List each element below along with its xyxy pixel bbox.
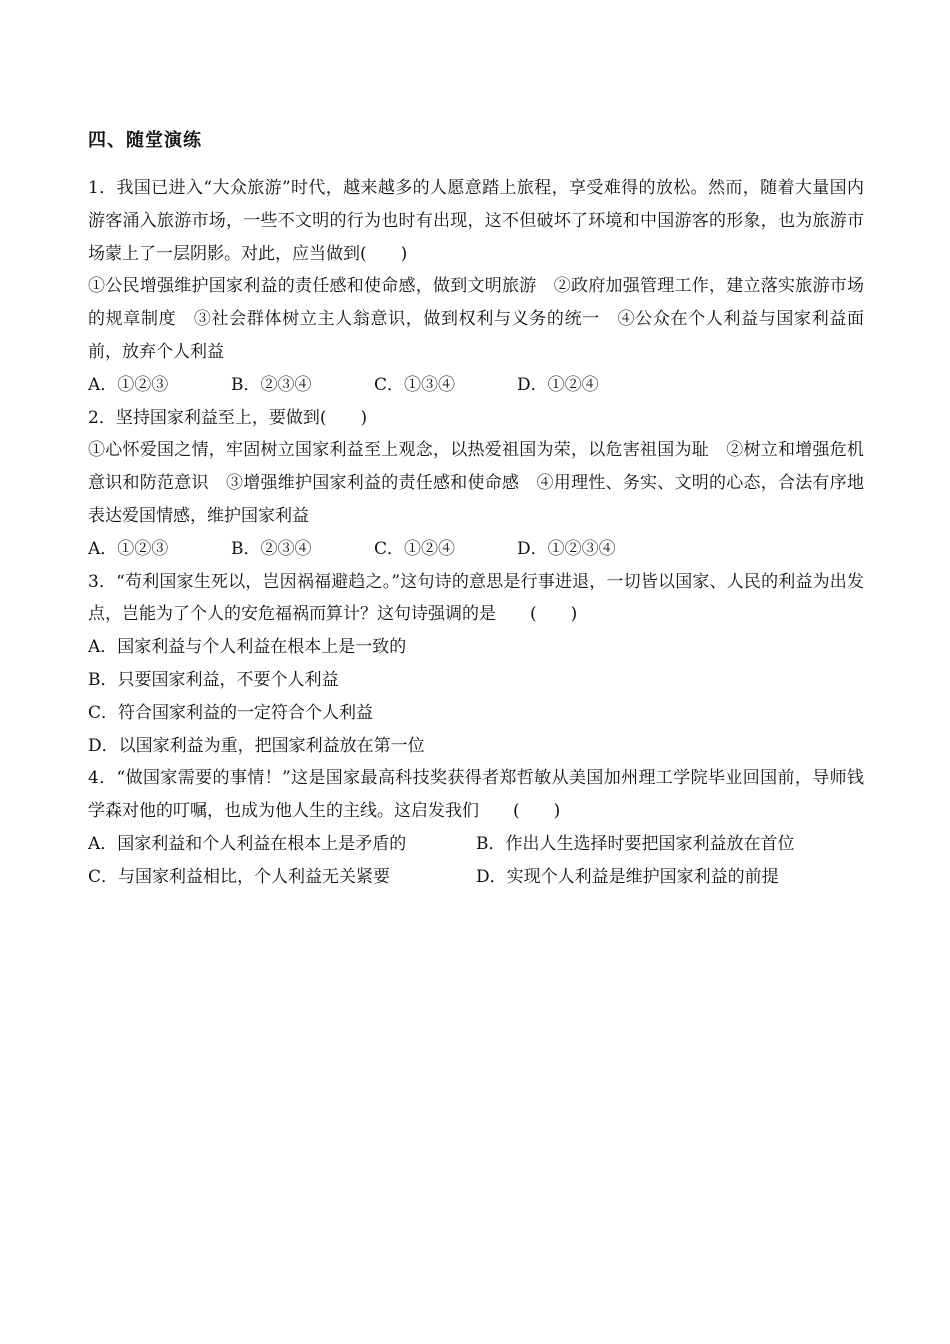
question-stem: 4．“做国家需要的事情！”这是国家最高科技奖获得者郑哲敏从美国加州理工学院毕业回国前，导师钱学森对他的叮嘱，也成为他人生的主线。这启发我们 ( ) [88, 768, 864, 822]
section-title: 四、随堂演练 [88, 130, 202, 151]
option-b: B．②③④ [231, 538, 312, 559]
option-d: D．①②④ [517, 374, 599, 395]
option-c: C．与国家利益相比，个人利益无关紧要 [88, 866, 391, 887]
option-row [88, 533, 864, 566]
question-items: ①公民增强维护国家利益的责任感和使命感，做到文明旅游 ②政府加强管理工作，建立落实旅游市场的规章制度 ③社会群体树立主人翁意识，做到权利与义务的统一 ④公众在个人利益与国家利益面前，放弃个人利益 [88, 276, 864, 362]
option-c: C．①③④ [374, 374, 456, 395]
option-a: A．国家利益和个人利益在根本上是矛盾的 [88, 833, 407, 854]
question-list [88, 172, 864, 894]
option-b: B．②③④ [231, 374, 312, 395]
option-b: B．只要国家利益，不要个人利益 [88, 669, 339, 690]
question-stem: 3．“苟利国家生死以，岂因祸福避趋之。”这句诗的意思是行事进退，一切皆以国家、人民的利益为出发点，岂能为了个人的安危福祸而算计？这句诗强调的是 ( ) [88, 571, 864, 625]
question-stem: 1．我国已进入“大众旅游”时代，越来越多的人愿意踏上旅程，享受难得的放松。然而，随着大量国内游客涌入旅游市场，一些不文明的行为也时有出现，这不但破坏了环境和中国游客的形象，也为旅游市场蒙上了一层阴影。对此，应当做到( ) [88, 178, 864, 264]
option-d: D．实现个人利益是维护国家利益的前提 [476, 866, 779, 887]
option-a: A．①②③ [88, 374, 169, 395]
option-row [88, 861, 864, 894]
question-4 [88, 762, 864, 893]
question-2 [88, 402, 864, 566]
option-a: A．①②③ [88, 538, 169, 559]
option-a: A．国家利益与个人利益在根本上是一致的 [88, 637, 407, 658]
option-c: C．符合国家利益的一定符合个人利益 [88, 702, 374, 723]
option-c: C．①②④ [374, 538, 456, 559]
option-row [88, 369, 864, 402]
question-3 [88, 566, 864, 763]
option-d: D．以国家利益为重，把国家利益放在第一位 [88, 735, 425, 756]
question-1 [88, 172, 864, 402]
question-items: ①心怀爱国之情，牢固树立国家利益至上观念，以热爱祖国为荣，以危害祖国为耻 ②树立和增强危机意识和防范意识 ③增强维护国家利益的责任感和使命感 ④用理性、务实、文明的心态，合法有序地表达爱国情感，维护国家利益 [88, 440, 864, 526]
question-stem: 2．坚持国家利益至上，要做到( ) [88, 407, 368, 428]
option-d: D．①②③④ [517, 538, 616, 559]
option-b: B．作出人生选择时要把国家利益放在首位 [476, 833, 795, 854]
option-row [88, 828, 864, 861]
